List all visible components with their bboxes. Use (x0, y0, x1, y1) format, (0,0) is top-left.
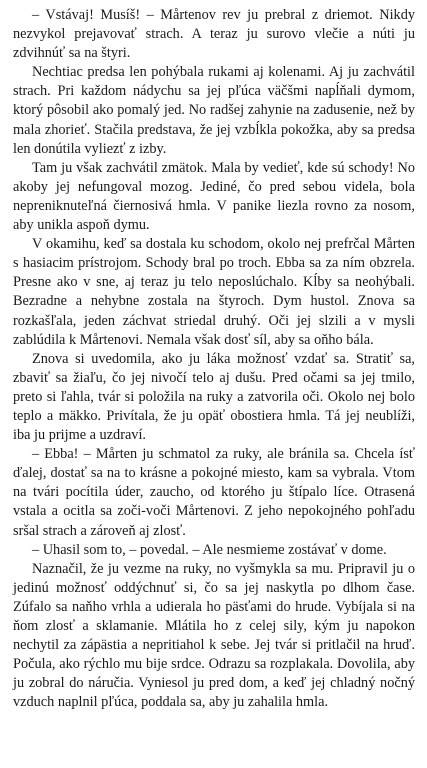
book-page-text (13, 6, 415, 712)
paragraph: Znova si uvedomila, ako ju láka možnosť vzdať sa. Stratiť sa, zbaviť sa žiaľu, čo jej nivočí telo aj dušu. Pred očami sa jej tmilo, preto si ľahla, tvár si položila na ruky a zatvorila oči. Okolo nej bolo teplo a mäkko. Privítala, že ju opäť obostiera hmla. Tá jej neublíži, iba ju prijme a uzdraví. (13, 350, 415, 444)
paragraph: Nechtiac predsa len pohýbala rukami aj kolenami. Aj ju zachvátil strach. Pri každom nádychu sa jej pľúca väčšmi napĺňali dymom, ktorý pôsobil ako pomalý jed. No radšej zahynie na zadusenie, než by mala zhorieť. Stačila predstava, že jej vzbĺkla pokožka, aby sa predsa len donútila vyliezť z izby. (13, 64, 415, 157)
paragraph: – Vstávaj! Musíš! – Mårtenov rev ju prebral z driemot. Nikdy nezvykol prejavovať strach. A teraz ju surovo vlečie a núti ju zdvihnúť sa na štyri. (13, 7, 415, 62)
paragraph: – Ebba! – Mårten ju schmatol za ruky, ale bránila sa. Chcela ísť ďalej, dostať sa na to krásne a pokojné miesto, kam sa vybrala. Vtom na tvári pocítila úder, zaucho, od ktorého ju štípalo líce. Otrasená vstala a ocitla sa zoči-voči Mårtenovi. Z jeho nepokojného pohľadu sršal strach a zároveň aj zlosť. (13, 446, 415, 539)
paragraph: Naznačil, že ju vezme na ruky, no vyšmykla sa mu. Pripravil ju o jedinú možnosť oddýchnuť si, čo sa jej naskytla po dlhom čase. Zúfalo sa naňho vrhla a udierala ho päsťami do hrude. Vybíjala si na ňom zlosť a sklamanie. Mlátila ho z celej sily, kým ju napokon nechytil za zápästia a nepritiahol k sebe. Jej tvár si pritlačil na hruď. Počula, ako rýchlo mu bije srdce. Odrazu sa rozplakala. Dovolila, aby ju zobral do náručia. Vyniesol ju pred dom, a keď jej chladný nočný vzduch naplnil pľúca, poddala sa, aby ju zahalila hmla. (13, 560, 415, 711)
paragraph: V okamihu, keď sa dostala ku schodom, okolo nej prefrčal Mårten s hasiacim prístrojom. Schody bral po troch. Ebba sa za ním obzrela. Presne ako v sne, aj teraz ju telo neposlúchalo. Kĺby sa neohýbali. Bezradne a nehybne zostala na štyroch. Dym hustol. Znova sa rozkašľala, jeden záchvat striedal druhý. Oči jej slzili a v mysli zablúdila k Mårtenovi. Nemala však dosť síl, aby sa oňho bála. (13, 236, 415, 348)
paragraph: – Uhasil som to, – povedal. – Ale nesmieme zostávať v dome. (32, 541, 387, 558)
paragraph: Tam ju však zachvátil zmätok. Mala by vedieť, kde sú schody! No akoby jej nefungoval mozog. Jediné, čo pred sebou videla, bola nepreniknuteľná čiernosivá hmla. V panike liezla rovno za nosom, aby unikla aspoň dymu. (13, 159, 415, 234)
